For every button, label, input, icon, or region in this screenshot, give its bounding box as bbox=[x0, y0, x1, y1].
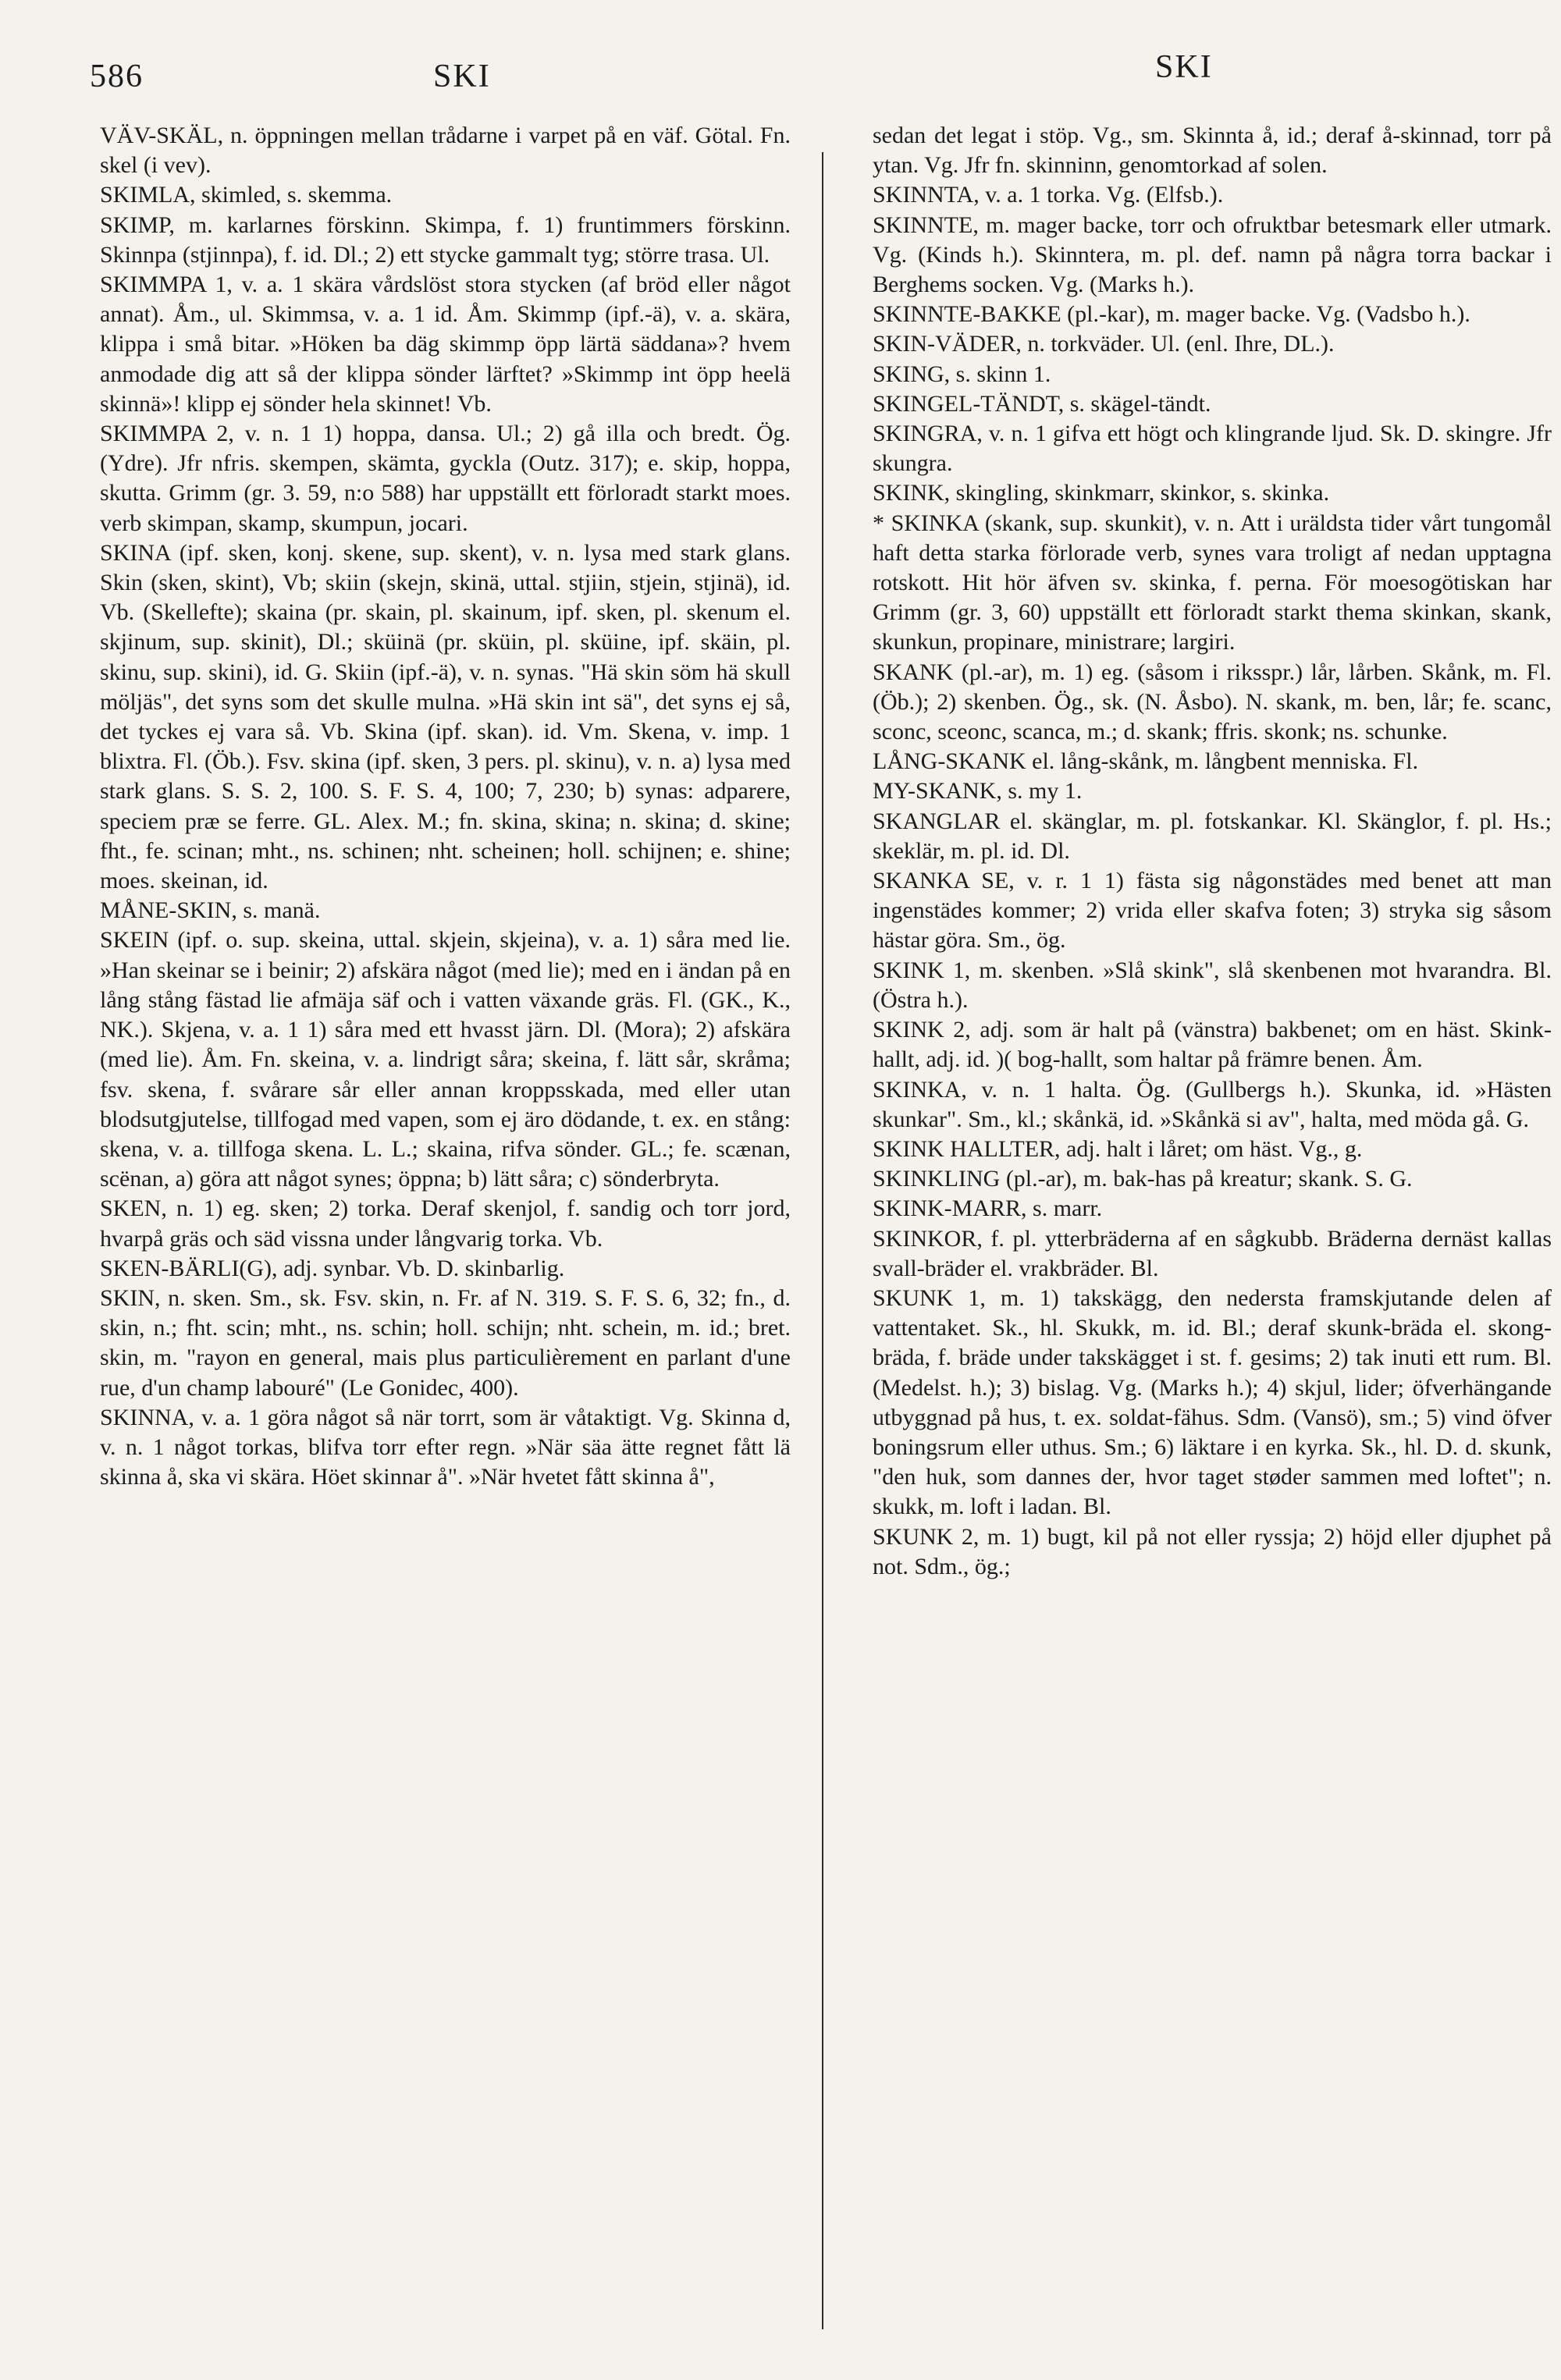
entry: * SKINKA (skank, sup. skunkit), v. n. Att i uräldsta tider vårt tungomål haft detta starka förlorade verb, synes vara troligt af nedan upptagna rotskott. Hit hör äfven sv. skinka, f. perna. För moesogötiskan har Grimm (gr. 3, 60) uppställt ett förloradt starkt thema skinkan, skank, skunkun, propinare, ministrare; largiri. bbox=[873, 510, 1552, 655]
entry: SKINK-MARR, s. marr. bbox=[873, 1195, 1103, 1222]
entry: SKINNTE, m. mager backe, torr och ofruktbar betesmark eller utmark. Vg. (Kinds h.). Skinntera, m. pl. def. namn på några torra backar i Berghems socken. Vg. (Marks h.). bbox=[873, 211, 1552, 298]
headword-left: SKI bbox=[433, 59, 491, 94]
entry: VÄV-SKÄL, n. öppningen mellan trådarne i varpet på en väf. Götal. Fn. skel (i vev). bbox=[100, 123, 791, 179]
entry: SKANGLAR el. skänglar, m. pl. fotskankar. Kl. Skänglor, f. pl. Hs.; skeklär, m. pl. id. Dl. bbox=[873, 808, 1552, 864]
entry: MÅNE-SKIN, s. manä. bbox=[100, 897, 321, 924]
entry: SKUNK 1, m. 1) takskägg, den nedersta framskjutande delen af vattentaket. Sk., hl. Skukk, m. id. Bl.; deraf skunk-bräda el. skong-bräda, f. bräde under takskägget i st. f. gesims; 2) tak inuti ett rum. Bl. (Medelst. h.); 3) bislag. Vg. (Marks h.); 4) skjul, lider; öfverhängande utbyggnad på hus, t. ex. soldat-fähus. Sdm. (Vansö), sm.; 5) vind öfver boningsrum eller uthus. Sm.; 6) läktare i en kyrka. Sk., hl. D. d. skunk, "den huk, som dannes der, hvor taget støder sammen med loftet"; n. skukk, m. loft i ladan. Bl. bbox=[873, 1284, 1552, 1520]
entry: SKINGRA, v. n. 1 gifva ett högt och klingrande ljud. Sk. D. skingre. Jfr skungra. bbox=[873, 421, 1552, 477]
entry: SKIN, n. sken. Sm., sk. Fsv. skin, n. Fr. af N. 319. S. F. S. 6, 32; fn., d. skin, n.; fht. scin; mht., ns. schin; holl. schijn; nht. schein, m. id.; bret. skin, m. "rayon en general, mais plus particulièrement en parlant d'une rue, d'un champ labouré" (Le Gonidec, 400). bbox=[100, 1284, 791, 1401]
entry: SKEIN (ipf. o. sup. skeina, uttal. skjein, skjeina), v. a. 1) såra med lie. »Han skeinar se i beinir; 2) afskära något (med lie); med en i ändan på en lång stång fästad lie afmäja säf och i vatten växande gräs. Fl. (GK., K., NK.). Skjena, v. a. 1 1) såra med ett hvasst järn. Dl. (Mora); 2) afskära (med lie). Åm. Fn. skeina, v. a. lindrigt såra; skeina, f. lätt sår, skråma; fsv. skena, f. svårare sår eller annan kroppsskada, med eller utan blodsutgjutelse, tillfogad med vapen, som ej äro dödande, t. ex. en stång: skena, v. a. tillfoga skena. L. L.; skaina, rifva sönder. GL.; fe. scænan, scënan, a) göra att något synes; öppna; b) lätt såra; c) sönderbryta. bbox=[100, 927, 791, 1192]
entry: SKINK HALLTER, adj. halt i låret; om häst. Vg., g. bbox=[873, 1135, 1363, 1162]
entry: SKINK, skingling, skinkmarr, skinkor, s. skinka. bbox=[873, 480, 1330, 506]
page-number: 586 bbox=[90, 59, 144, 94]
entry: sedan det legat i stöp. Vg., sm. Skinnta å, id.; deraf å-skinnad, torr på ytan. Vg. Jfr fn. skinninn, genomtorkad af solen. bbox=[873, 123, 1552, 179]
entry: SKANKA SE, v. r. 1 1) fästa sig någonstädes med benet att man ingenstädes kommer; 2) vrida eller skafva foten; 3) stryka sig såsom hästar göra. Sm., ög. bbox=[873, 868, 1552, 954]
entry: LÅNG-SKANK el. lång-skånk, m. långbent menniska. Fl. bbox=[873, 748, 1419, 775]
entry: MY-SKANK, s. my 1. bbox=[873, 778, 1083, 805]
column-divider bbox=[822, 152, 823, 2329]
headword-right: SKI bbox=[1155, 49, 1213, 85]
entry: SKINKLING (pl.-ar), m. bak-has på kreatur; skank. S. G. bbox=[873, 1166, 1413, 1192]
left-column bbox=[100, 121, 791, 2329]
entry: SKIMMPA 2, v. n. 1 1) hoppa, dansa. Ul.; 2) gå illa och bredt. Ög. (Ydre). Jfr nfris. skempen, skämta, gyckla (Outz. 317); e. skip, hoppa, skutta. Grimm (gr. 3. 59, n:o 588) har uppställt ett förloradt starkt moes. verb skimpan, skamp, skumpun, jocari. bbox=[100, 421, 791, 536]
entry: SKIMMPA 1, v. a. 1 skära vårdslöst stora stycken (af bröd eller något annat). Åm., ul. Skimmsa, v. a. 1 id. Åm. Skimmp (ipf.-ä), v. a. skära, klippa i små bitar. »Höken ba däg skimmp öpp lärtä säddana»? hvem anmodade dig att så der klippa sönder lärftet? »Skimmp int öpp heelä skinnä»! klipp ej sönder hela skinnet! Vb. bbox=[100, 272, 791, 417]
entry: SKIMP, m. karlarnes förskinn. Skimpa, f. 1) fruntimmers förskinn. Skinnpa (stjinnpa), f. id. Dl.; 2) ett stycke gammalt tyg; större trasa. Ul. bbox=[100, 211, 791, 268]
entry: SKEN-BÄRLI(G), adj. synbar. Vb. D. skinbarlig. bbox=[100, 1255, 565, 1281]
entry: SKING, s. skinn 1. bbox=[873, 361, 1051, 387]
entry: SKINGEL-TÄNDT, s. skägel-tändt. bbox=[873, 390, 1211, 417]
entry: SKINNTA, v. a. 1 torka. Vg. (Elfsb.). bbox=[873, 182, 1224, 208]
entry: SKANK (pl.-ar), m. 1) eg. (såsom i riksspr.) lår, lårben. Skånk, m. Fl. (Öb.); 2) skenben. Ög., sk. (N. Åsbo). N. skank, m. ben, lår; fe. scanc, sconc, sceonc, scanca, m.; d. skank; ffris. skonk; ns. schunke. bbox=[873, 659, 1552, 745]
entry: SKUNK 2, m. 1) bugt, kil på not eller ryssja; 2) höjd eller djuphet på not. Sdm., ög.; bbox=[873, 1523, 1552, 1579]
entry: SKEN, n. 1) eg. sken; 2) torka. Deraf skenjol, f. sandig och torr jord, hvarpå gräs och säd vissna under långvarig torka. Vb. bbox=[100, 1195, 791, 1252]
entry: SKINNA, v. a. 1 göra något så när torrt, som är våtaktigt. Vg. Skinna d, v. n. 1 något torkas, blifva torr efter regn. »När säa ätte regnet fått lä skinna å, ska vi skära. Höet skinnar å". »När hvetet fått skinna å", bbox=[100, 1404, 791, 1490]
entry: SKINKOR, f. pl. ytterbräderna af en sågkubb. Bräderna dernäst kallas svall-bräder el. vrakbräder. Bl. bbox=[873, 1225, 1552, 1281]
entry: SKIN-VÄDER, n. torkväder. Ul. (enl. Ihre, DL.). bbox=[873, 331, 1335, 357]
running-header bbox=[0, 48, 1561, 111]
entry: SKINNTE-BAKKE (pl.-kar), m. mager backe. Vg. (Vadsbo h.). bbox=[873, 301, 1470, 328]
entry: SKINA (ipf. sken, konj. skene, sup. skent), v. n. lysa med stark glans. Skin (sken, skint), Vb; skiin (skejn, skinä, uttal. stjiin, stjein, stjinä), id. Vb. (Skellefte); skaina (pr. skain, pl. skainum, ipf. sken, pl. skenum el. skjinum, sup. skinit), Dl.; sküinä (pr. sküin, pl. sküine, ipf. skäin, pl. skinu, sup. skini), id. G. Skiin (ipf.-ä), v. n. synas. "Hä skin söm hä skull möljäs", det syns som det skulle mulna. »Hä skin int sä", det syns ej så, det tyckes ej vara så. Vb. Skina (ipf. skan). id. Vm. Skena, v. imp. 1 blixtra. Fl. (Öb.). Fsv. skina (ipf. sken, 3 pers. pl. skinu), v. n. a) lysa med stark glans. S. S. 2, 100. S. F. S. 4, 100; 7, 230; b) synas: adparere, speciem præ se ferre. GL. Alex. M.; fn. skina, skina; n. skina; d. skine; fht., fe. scinan; mht., ns. schinen; nht. scheinen; holl. schijnen; e. shine; moes. skeinan, id. bbox=[100, 539, 791, 894]
entry: SKINK 1, m. skenben. »Slå skink", slå skenbenen mot hvarandra. Bl. (Östra h.). bbox=[873, 957, 1552, 1013]
right-column bbox=[873, 121, 1552, 2329]
entry: SKINKA, v. n. 1 halta. Ög. (Gullbergs h.). Skunka, id. »Hästen skunkar". Sm., kl.; skånkä, id. »Skånkä si av", halta, med möda gå. G. bbox=[873, 1076, 1552, 1132]
entry: SKIMLA, skimled, s. skemma. bbox=[100, 182, 393, 208]
entry: SKINK 2, adj. som är halt på (vänstra) bakbenet; om en häst. Skink-hallt, adj. id. )( bog-hallt, som haltar på främre benen. Åm. bbox=[873, 1017, 1552, 1073]
